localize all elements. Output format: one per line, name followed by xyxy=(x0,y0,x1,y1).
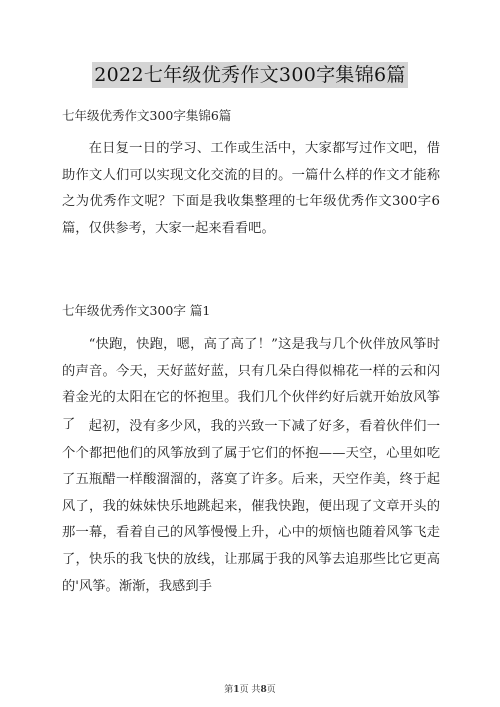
footer-page-current: 1 xyxy=(233,685,240,695)
section-paragraph-2: 起初，没有多少风，我的兴致一下减了好多，看着伙伴们一个个都把他们的风筝放到了属于它们的怀抱——天空，心里如吃了五瓶醋一样酸溜溜的，落寞了许多。后来，天空作美，终于起风了，我的妹妹快乐地跳起来，催我快跑，便出现了文章开头的那一幕，看着自己的风筝慢慢上升，心中的烦恼也随着风筝飞走了，快乐的我飞快的放线，让那属于我的风筝去追那些比它更高的'风筝。渐渐，我感到手 xyxy=(62,419,440,594)
intro-paragraph: 在日复一日的学习、工作或生活中，大家都写过作文吧，借助作文人们可以实现文化交流的目的。一篇什么样的作文才能称之为优秀作文呢？下面是我收集整理的七年级优秀作文300字6篇，仅供参考，大家一起来看看吧。 xyxy=(62,141,440,236)
footer-suffix: 页 xyxy=(266,685,276,695)
document-title: 2022七年级优秀作文300字集锦6篇 xyxy=(94,64,406,86)
page-footer xyxy=(0,682,500,695)
title-wrap xyxy=(0,62,500,88)
document-subtitle: 七年级优秀作文300字集锦6篇 xyxy=(62,108,232,123)
section-heading: 七年级优秀作文300字 篇1 xyxy=(62,303,211,318)
footer-page-total: 8 xyxy=(260,685,267,695)
footer-mid: 页 共 xyxy=(239,685,261,695)
section-paragraph-1: “快跑，快跑，嗯，高了高了！”这是我与几个伙伴放风筝时的声音。今天，天好蓝好蓝，只有几朵白得似棉花一样的云和闪着金光的太阳在它的怀抱里。我们几个伙伴约好后就开始放风筝了 xyxy=(62,337,440,432)
footer-prefix: 第 xyxy=(224,685,234,695)
